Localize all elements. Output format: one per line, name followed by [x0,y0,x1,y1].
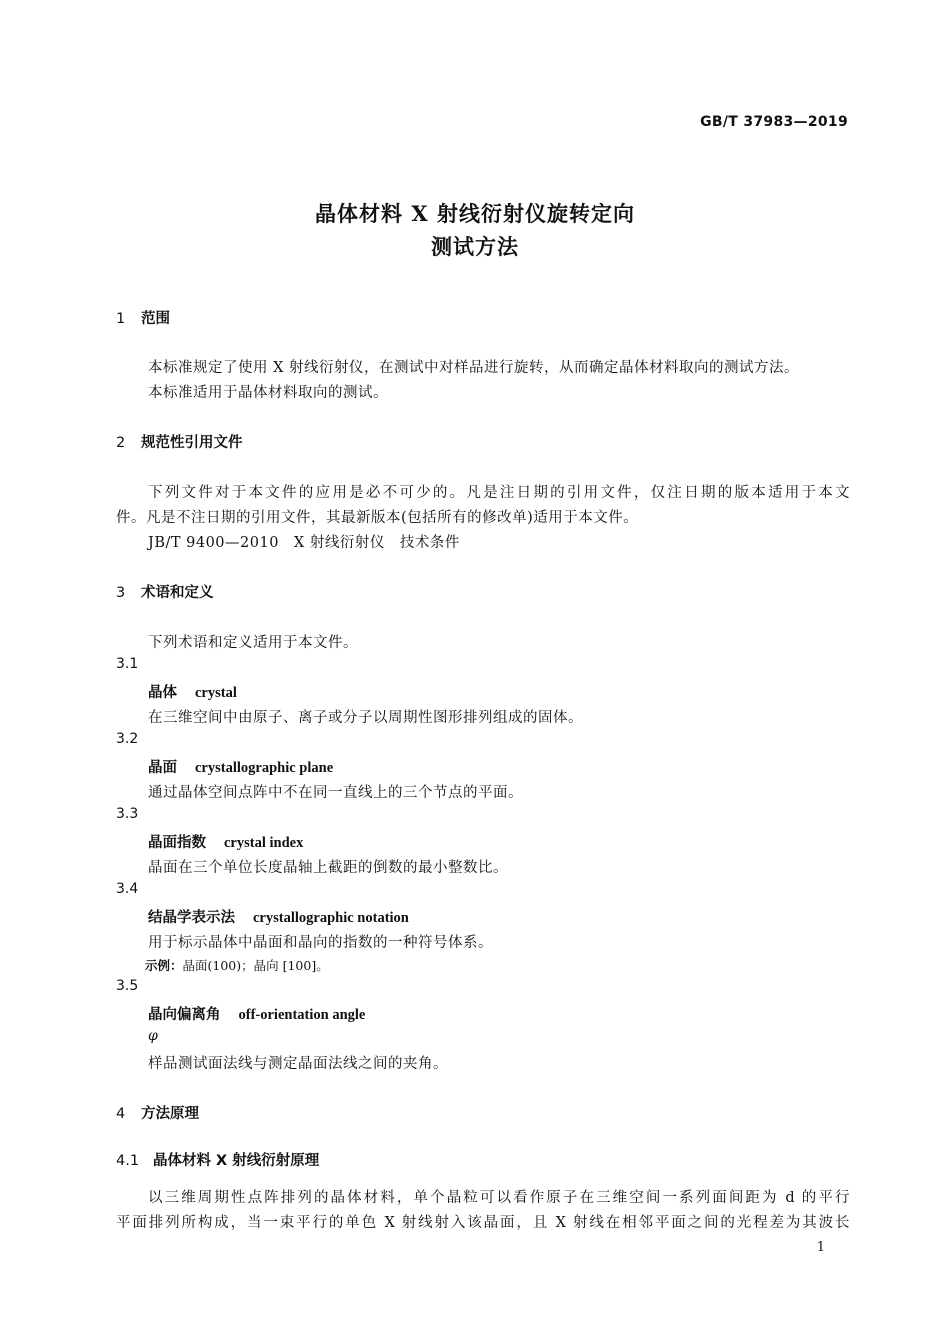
document-title-line1: 晶体材料 X 射线衍射仪旋转定向 [315,201,635,226]
term-zh: 晶向偏离角 [148,1007,221,1023]
document-title-line2: 测试方法 [431,234,519,259]
subsection-4-1-paragraph-line-2: 平面排列所构成，当一束平行的单色 X 射线射入该晶面，且 X 射线在相邻平面之间的光程差为其波长 [116,1215,850,1231]
section-number: 3 [116,585,126,601]
subsection-4-1-paragraph-line-1: 以三维周期性点阵排列的晶体材料，单个晶粒可以看作原子在三维空间一系列面间距为 d 的平行 [148,1190,850,1206]
term-number: 3.5 [116,978,139,994]
term-heading [148,681,237,702]
term-zh: 晶面指数 [148,835,206,851]
section-3-intro: 下列术语和定义适用于本文件。 [148,635,358,651]
term-heading [148,831,303,852]
term-en: crystal [195,685,237,701]
subsection-number: 4.1 [116,1153,140,1169]
term-en: crystallographic notation [253,910,409,926]
page-number: 1 [816,1240,825,1255]
term-heading [148,756,333,777]
term-definition: 用于标示晶体中晶面和晶向的指数的一种符号体系。 [148,935,493,951]
section-number: 4 [116,1106,126,1122]
section-title: 术语和定义 [141,585,214,601]
subsection-title: 晶体材料 X 射线衍射原理 [153,1153,320,1169]
section-number: 1 [116,311,126,327]
term-en: off-orientation angle [238,1007,366,1023]
term-definition: 通过晶体空间点阵中不在同一直线上的三个节点的平面。 [148,785,523,801]
section-title: 方法原理 [141,1106,199,1122]
section-title: 规范性引用文件 [141,435,243,451]
term-zh: 晶体 [148,685,177,701]
term-zh: 晶面 [148,760,177,776]
example-text: 晶面(100)；晶向 [100]。 [182,958,329,973]
section-3-heading [116,581,214,602]
section-title: 范围 [141,311,170,327]
section-2-heading [116,431,243,452]
section-1-paragraph-1: 本标准规定了使用 X 射线衍射仪，在测试中对样品进行旋转，从而确定晶体材料取向的测试方法。 [148,360,800,376]
section-2-paragraph-line-2: 件。凡是不注日期的引用文件，其最新版本(包括所有的修改单)适用于本文件。 [116,510,639,526]
section-1-heading [116,307,170,328]
normative-reference: JB/T 9400—2010 X 射线衍射仪 技术条件 [148,535,460,551]
term-en: crystal index [224,835,304,851]
section-number: 2 [116,435,126,451]
section-4-heading [116,1102,199,1123]
term-heading [148,906,409,927]
term-example [145,956,329,974]
term-definition: 在三维空间中由原子、离子或分子以周期性图形排列组成的固体。 [148,710,583,726]
term-number: 3.3 [116,806,139,822]
term-zh: 结晶学表示法 [148,910,235,926]
term-definition: 晶面在三个单位长度晶轴上截距的倒数的最小整数比。 [148,860,508,876]
subsection-4-1-heading [116,1149,319,1170]
term-number: 3.2 [116,731,139,747]
standard-number: GB/T 37983—2019 [700,114,848,130]
example-label: 示例： [145,958,183,973]
section-1-paragraph-2: 本标准适用于晶体材料取向的测试。 [148,385,388,401]
term-symbol: φ [148,1028,158,1044]
term-heading [148,1003,365,1024]
term-en: crystallographic plane [195,760,334,776]
term-definition: 样品测试面法线与测定晶面法线之间的夹角。 [148,1056,448,1072]
term-number: 3.1 [116,656,139,672]
term-number: 3.4 [116,881,139,897]
section-2-paragraph-line-1: 下列文件对于本文件的应用是必不可少的。凡是注日期的引用文件，仅注日期的版本适用于本文 [148,485,850,501]
